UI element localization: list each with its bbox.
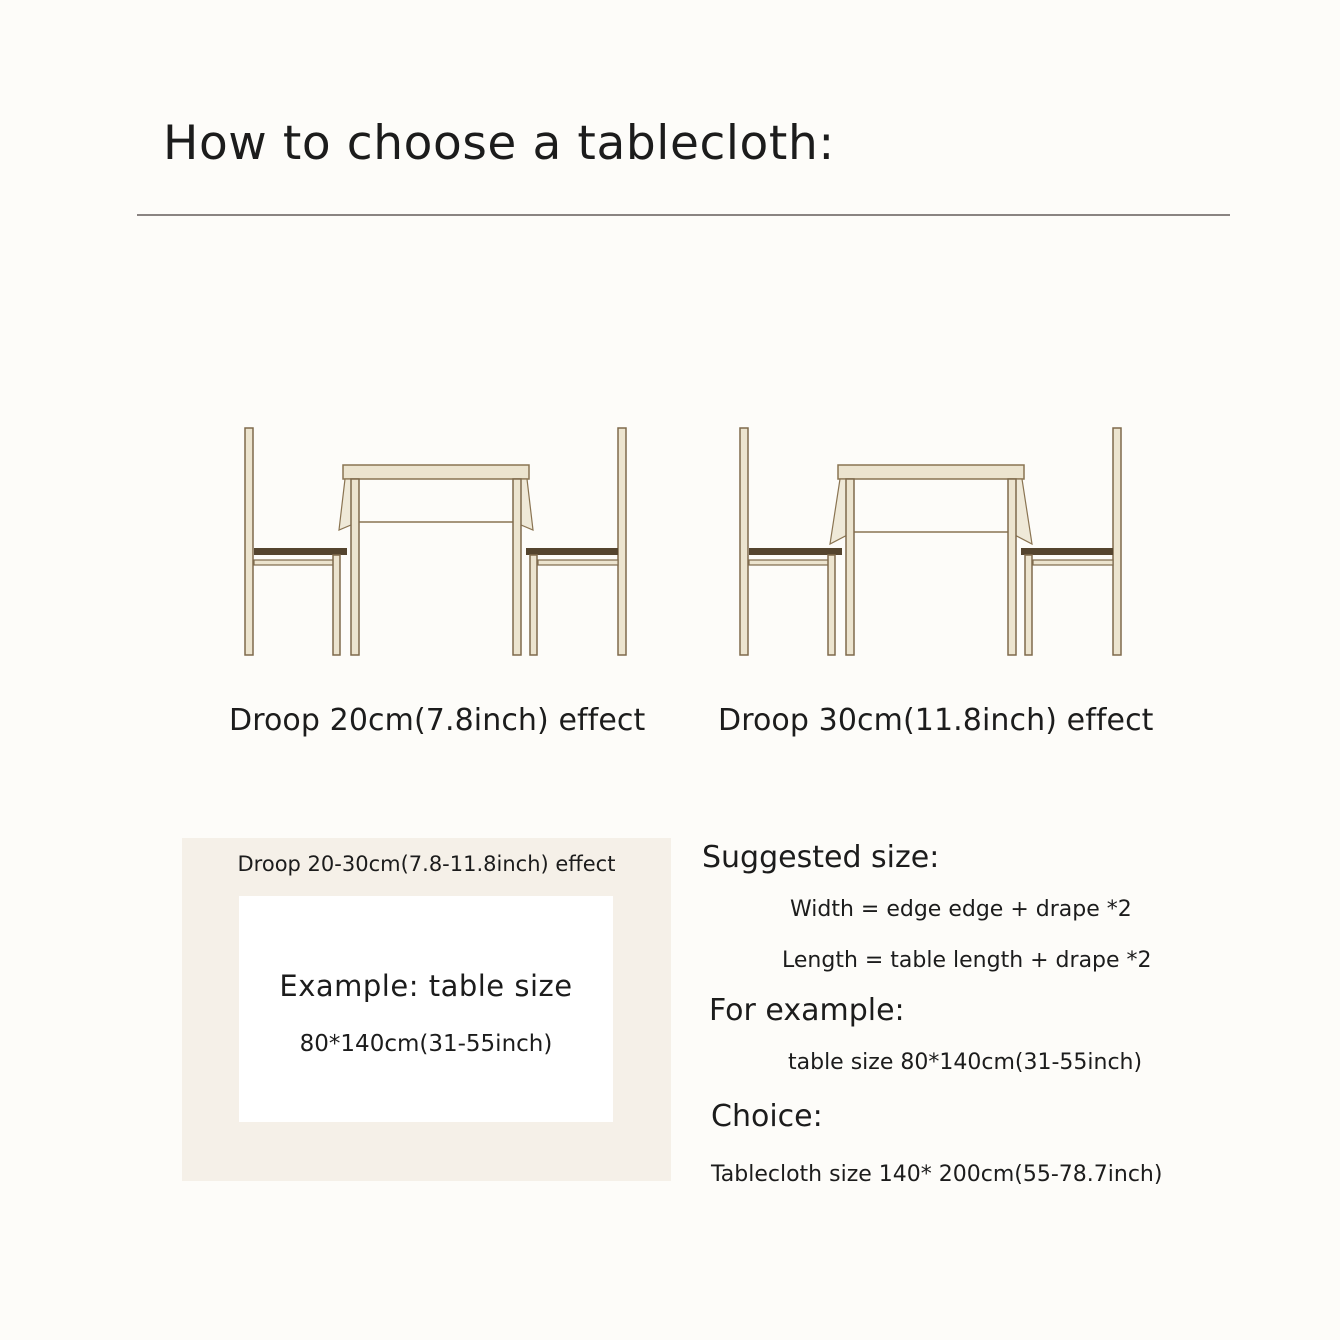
example-size: 80*140cm(31-55inch) [299,1031,553,1057]
example-table-top [239,896,613,1122]
droop-range-caption: Droop 20-30cm(7.8-11.8inch) effect [237,852,616,876]
example-table-frame [182,838,671,1181]
choice-tablecloth-size: Tablecloth size 140* 200cm(55-78.7inch) [711,1162,1163,1187]
length-formula: Length = table length + drape *2 [782,948,1152,973]
table-with-cloth [339,465,533,655]
chair-right [1021,428,1121,655]
for-example-heading: For example: [709,993,905,1028]
droop-20cm-illustration [245,428,626,655]
droop-20cm-caption: Droop 20cm(7.8inch) effect [229,703,646,738]
droop-30cm-caption: Droop 30cm(11.8inch) effect [718,703,1154,738]
droop-30cm-illustration [740,428,1121,655]
table-with-cloth [830,465,1032,655]
width-formula: Width = edge edge + drape *2 [790,897,1132,922]
chair-left [245,428,347,655]
choice-heading: Choice: [711,1099,823,1134]
example-label: Example: table size [279,969,573,1003]
chair-left [740,428,842,655]
page-title: How to choose a tablecloth: [163,116,835,171]
example-table-size: table size 80*140cm(31-55inch) [788,1050,1143,1075]
chair-right [526,428,626,655]
suggested-size-heading: Suggested size: [702,840,940,875]
